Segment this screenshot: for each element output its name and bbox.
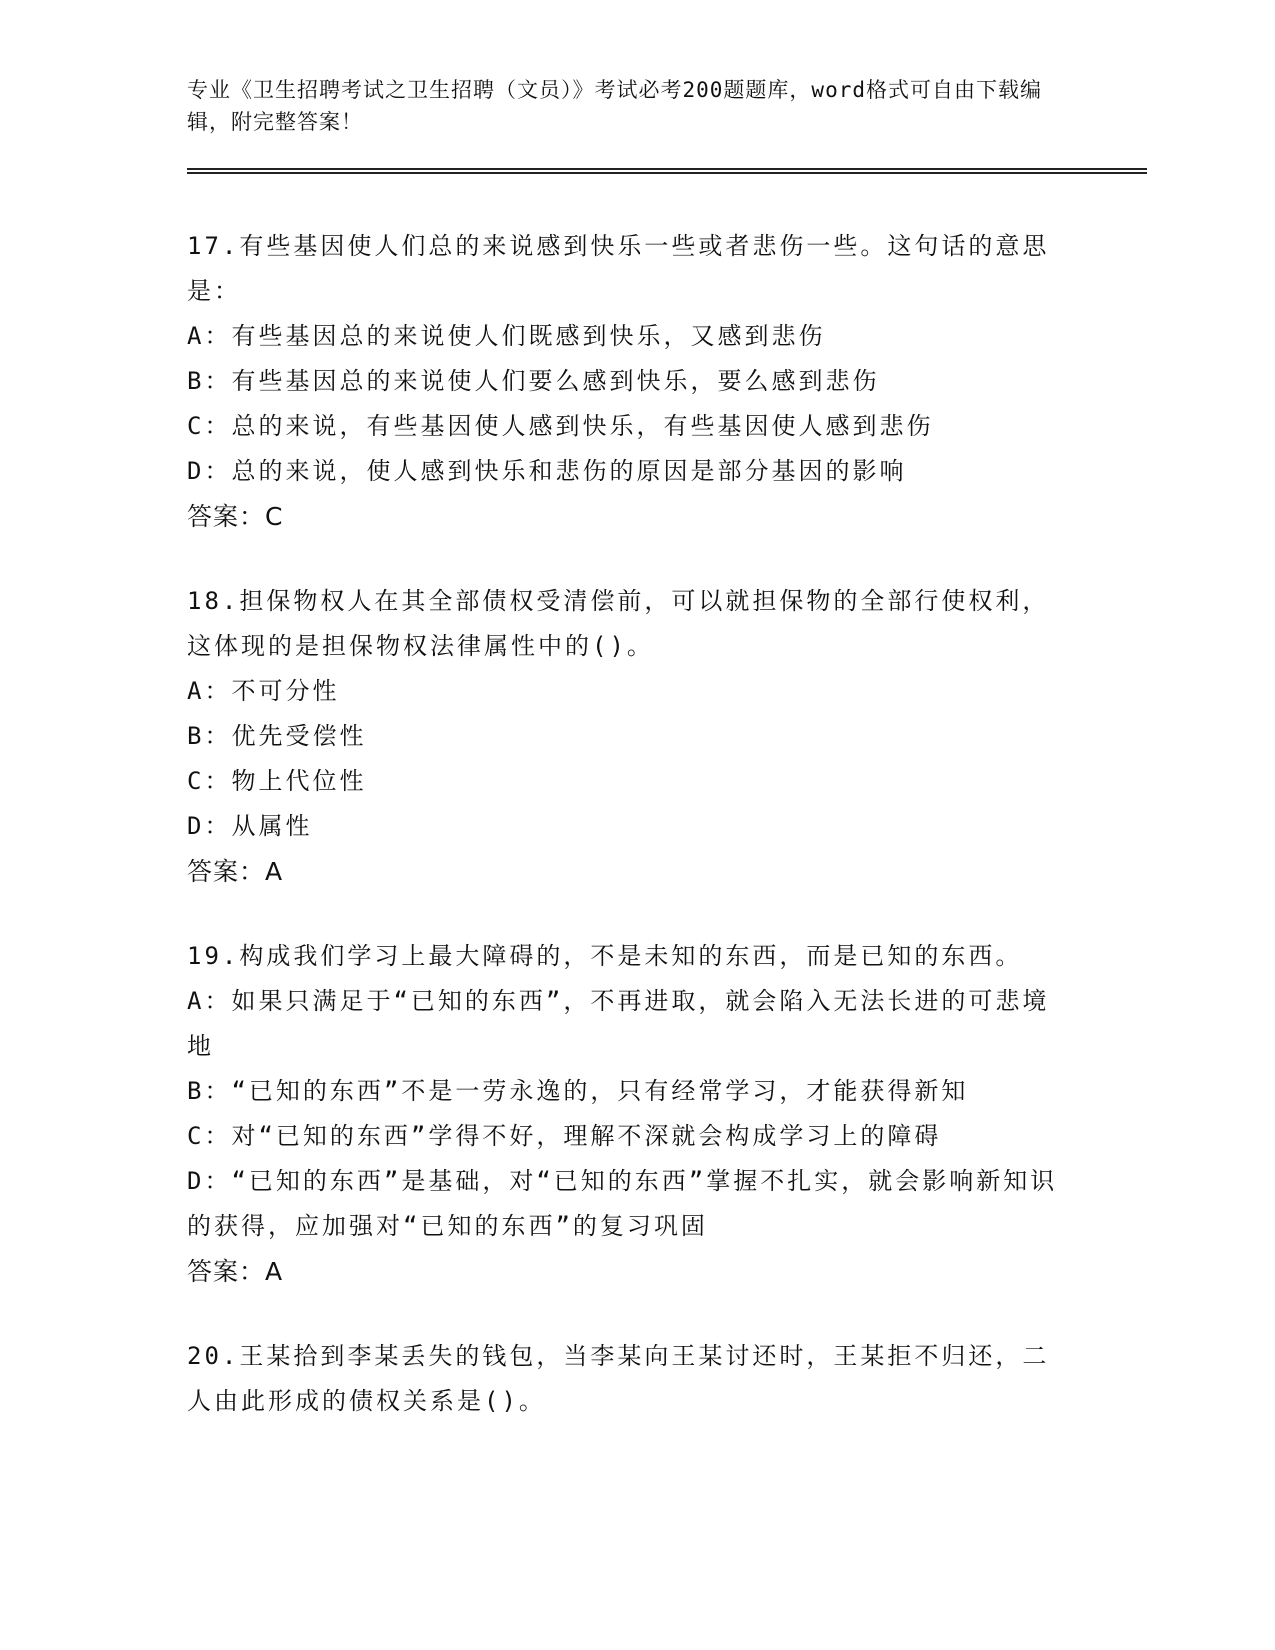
- question-18: [187, 579, 1067, 894]
- document-header: 专业《卫生招聘考试之卫生招聘（文员）》考试必考200题题库，word格式可自由下载编辑，附完整答案！: [187, 78, 1042, 134]
- option-b: B：“已知的东西”不是一劳永逸的，只有经常学习，才能获得新知: [187, 1077, 969, 1105]
- option-c: C：物上代位性: [187, 767, 367, 795]
- option-c: C：对“已知的东西”学得不好，理解不深就会构成学习上的障碍: [187, 1122, 942, 1150]
- question-20: [187, 1334, 1067, 1424]
- option-a: A：不可分性: [187, 677, 340, 705]
- answer-line: 答案：A: [187, 1257, 284, 1286]
- option-c: C：总的来说，有些基因使人感到快乐，有些基因使人感到悲伤: [187, 412, 934, 440]
- option-d: D：总的来说，使人感到快乐和悲伤的原因是部分基因的影响: [187, 457, 907, 485]
- question-stem: 19.构成我们学习上最大障碍的，不是未知的东西，而是已知的东西。: [187, 942, 1023, 970]
- option-a: A：有些基因总的来说使人们既感到快乐，又感到悲伤: [187, 322, 826, 350]
- question-stem: 20.王某拾到李某丢失的钱包，当李某向王某讨还时，王某拒不归还，二人由此形成的债权关系是()。: [187, 1342, 1050, 1415]
- question-stem: 17.有些基因使人们总的来说感到快乐一些或者悲伤一些。这句话的意思是：: [187, 232, 1050, 305]
- answer-line: 答案：A: [187, 857, 284, 886]
- question-stem: 18.担保物权人在其全部债权受清偿前，可以就担保物的全部行使权利，这体现的是担保物权法律属性中的()。: [187, 587, 1050, 660]
- document-page: [187, 74, 1147, 1424]
- question-19: [187, 934, 1067, 1294]
- option-b: B：有些基因总的来说使人们要么感到快乐，要么感到悲伤: [187, 367, 880, 395]
- question-17: [187, 224, 1067, 539]
- option-a: A：如果只满足于“已知的东西”，不再进取，就会陷入无法长进的可悲境地: [187, 987, 1050, 1060]
- option-d: D：从属性: [187, 812, 313, 840]
- option-d: D：“已知的东西”是基础，对“已知的东西”掌握不扎实，就会影响新知识的获得，应加强对“已知的东西”的复习巩固: [187, 1167, 1058, 1240]
- header-divider: [187, 168, 1147, 174]
- option-b: B：优先受偿性: [187, 722, 367, 750]
- answer-line: 答案：C: [187, 502, 284, 531]
